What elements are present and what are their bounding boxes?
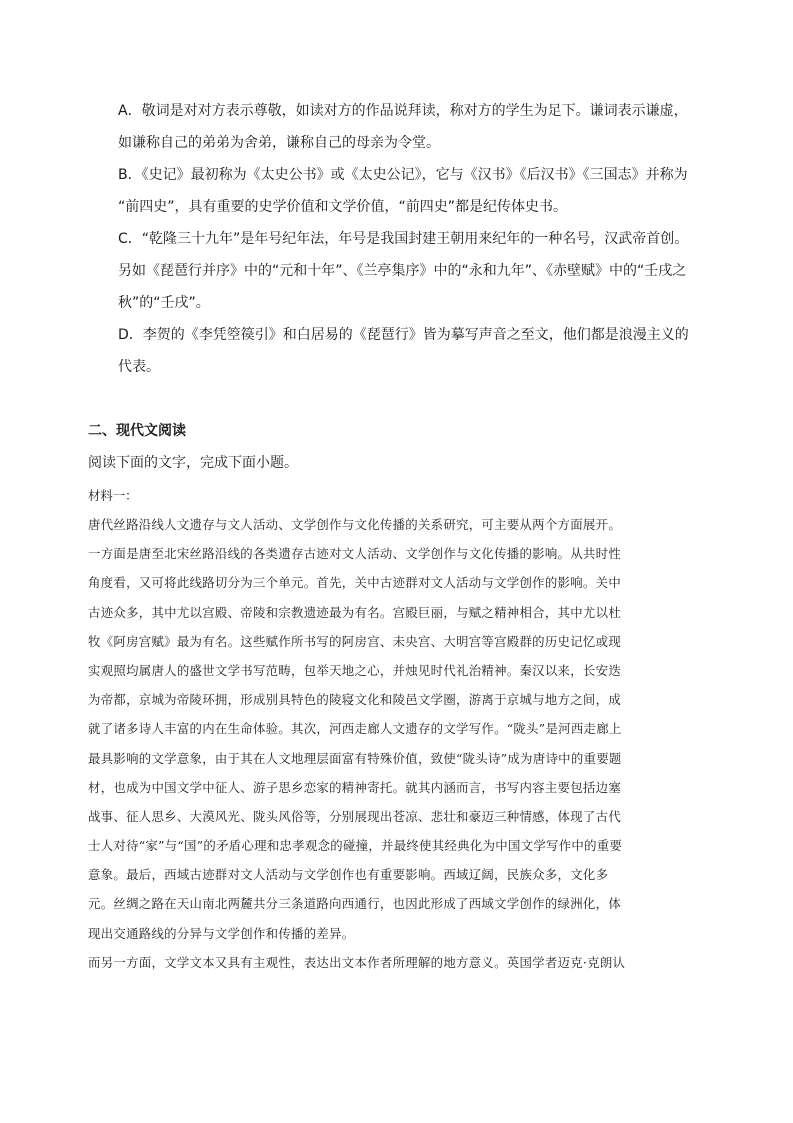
passage-line: 元。丝绸之路在天山南北两麓共分三条道路向西通行，也因此形成了西域文学创作的绿洲化，体: [88, 896, 622, 912]
option-d-line-2: 代表。: [118, 359, 160, 375]
material-passage: [88, 510, 700, 977]
passage-line: 意象。最后，西域古迹群对文人活动与文学创作也有重要影响。西域辽阔，民族众多，文化多: [88, 867, 609, 883]
option-a-line-1: A．敬词是对对方表示尊敬，如读对方的作品说拜读，称对方的学生为足下。谦词表示谦虚，: [118, 103, 688, 119]
section-heading: 二、现代文阅读: [88, 423, 186, 439]
option-c-line-1: C．“乾隆三十九年”是年号纪年法，年号是我国封建王朝用来纪年的一种名号，汉武帝首创。: [118, 231, 689, 247]
passage-line: 就了诸多诗人丰富的内在生命体验。其次，河西走廊人文遗存的文学写作。“陇头”是河西走廊上: [88, 721, 622, 737]
passage-line: 材，也成为中国文学中征人、游子思乡恋家的精神寄托。就其内涵而言，书写内容主要包括边塞: [88, 779, 622, 795]
option-b-line-2: “前四史”，具有重要的史学价值和文学价值，“前四史”都是纪传体史书。: [118, 199, 568, 215]
option-d-line-1: D．李贺的《李凭箜篌引》和白居易的《琵琶行》皆为摹写声音之至文，他们都是浪漫主义的: [118, 327, 689, 343]
passage-line: 古迹众多，其中尤以宫殿、帝陵和宗教遗迹最为有名。宫殿巨丽，与赋之精神相合，其中尤以杜: [88, 604, 622, 620]
option-c-line-2: 另如《琵琶行并序》中的“元和十年”、《兰亭集序》中的“永和九年”、《赤壁赋》中的“壬戌之: [118, 263, 687, 279]
passage-line: 牧《阿房宫赋》最为有名。这些赋作所书写的阿房宫、未央宫、大明宫等宫殿群的历史记忆或现: [88, 633, 622, 649]
material-label: 材料一：: [88, 488, 138, 503]
option-b-line-1: B．《史记》最初称为《太史公书》或《太史公记》，它与《汉书》《后汉书》《三国志》并称为: [118, 167, 688, 183]
passage-line: 而另一方面，文学文本又具有主观性，表达出文本作者所理解的地方意义。英国学者迈克·克朗认: [88, 954, 626, 970]
passage-line: 士人对待“家”与“国”的矛盾心理和忠孝观念的碰撞，并最终使其经典化为中国文学写作中的重要: [88, 838, 623, 854]
option-c-line-3: 秋”的“壬戌”。: [118, 295, 210, 311]
passage-line: 最具影响的文学意象，由于其在人文地理层面富有特殊价值，致使“陇头诗”成为唐诗中的重要题: [88, 750, 622, 766]
passage-line: 一方面是唐至北宋丝路沿线的各类遗存古迹对文人活动、文学创作与文化传播的影响。从共时性: [88, 546, 622, 562]
reading-instruction: 阅读下面的文字，完成下面小题。: [88, 455, 298, 471]
passage-line: 角度看，又可将此线路切分为三个单元。首先，关中古迹群对文人活动与文学创作的影响。关中: [88, 575, 622, 591]
passage-line: 战事、征人思乡、大漠风光、陇头风俗等，分别展现出苍凉、悲壮和豪迈三种情感，体现了古代: [88, 808, 622, 824]
passage-line: 现出交通路线的分异与文学创作和传播的差异。: [88, 925, 355, 941]
passage-line: 为帝都，京城为帝陵环拥，形成别具特色的陵寝文化和陵邑文学圈，游离于京城与地方之间，成: [88, 692, 622, 708]
passage-line: 实观照均属唐人的盛世文学书写范畴，包举天地之心，并烛见时代礼治精神。秦汉以来，长安迭: [88, 662, 622, 678]
passage-line: 唐代丝路沿线人文遗存与文人活动、文学创作与文化传播的关系研究，可主要从两个方面展开。: [88, 517, 622, 532]
option-a-line-2: 如谦称自己的弟弟为舍弟，谦称自己的母亲为令堂。: [118, 135, 440, 151]
